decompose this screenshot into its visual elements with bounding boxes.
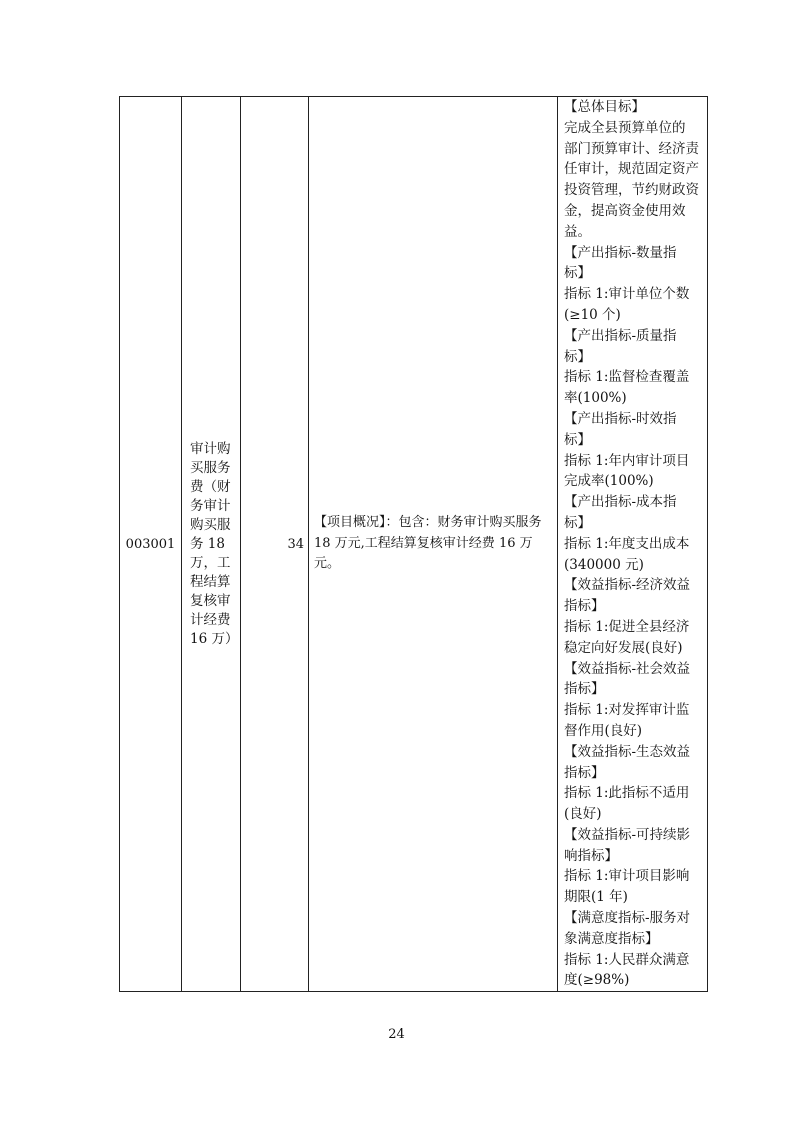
target-line: 稳定向好发展(良好) <box>564 639 683 656</box>
target-line: 金，提高资金使用效 <box>564 202 686 219</box>
target-line: 指标】 <box>564 598 605 615</box>
target-line: 【产出指标-时效指 <box>564 410 677 427</box>
budget-project-table <box>119 96 708 992</box>
target-line: 【产出指标-质量指 <box>564 327 677 344</box>
project-name-line: 复核审 <box>190 592 231 609</box>
target-line: 【产出指标-成本指 <box>564 494 677 511</box>
target-line: 【效益指标-社会效益 <box>564 660 691 677</box>
target-line: 【效益指标-生态效益 <box>564 743 691 760</box>
project-overview <box>309 97 558 992</box>
overview-line: 【项目概况】：包含：财务审计购买服务 <box>314 515 542 531</box>
target-line: 期限(1 年) <box>564 889 628 906</box>
target-line: 响指标】 <box>564 847 618 864</box>
project-name <box>182 97 241 992</box>
project-name-line: 16 万） <box>190 630 239 647</box>
project-code: 003001 <box>120 97 182 992</box>
target-line: 指标】 <box>564 764 605 781</box>
project-name-line: 审计购 <box>190 440 231 457</box>
project-name-line: 计经费 <box>190 611 231 628</box>
target-line: 【效益指标-经济效益 <box>564 577 691 594</box>
target-line: 指标 1:审计单位个数 <box>564 286 690 303</box>
target-line: 指标 1:促进全县经济 <box>564 618 690 635</box>
target-line: 率(100%) <box>564 390 627 407</box>
target-line: 指标 1:年度支出成本 <box>564 535 690 552</box>
target-line: 督作用(良好) <box>564 722 643 739</box>
target-line: 完成全县预算单位的 <box>564 119 686 136</box>
target-line: 指标】 <box>564 681 605 698</box>
project-amount: 34 <box>241 97 309 992</box>
project-name-line: 程结算 <box>190 573 231 590</box>
project-name-line: 买服务 <box>190 459 231 476</box>
target-line: 标】 <box>564 348 591 365</box>
project-name-line: 务 18 <box>190 535 225 552</box>
target-line: 指标 1:监督检查覆盖 <box>564 369 690 386</box>
target-line: 标】 <box>564 514 591 531</box>
target-line: 象满意度指标】 <box>564 930 659 947</box>
target-line: 指标 1:对发挥审计监 <box>564 702 690 719</box>
target-line: 标】 <box>564 431 591 448</box>
target-line: 指标 1:年内审计项目 <box>564 452 690 469</box>
target-line: 指标 1:此指标不适用 <box>564 785 690 802</box>
target-line: 指标 1:审计项目影响 <box>564 868 690 885</box>
target-line: 部门预算审计、经济责 <box>564 140 699 157</box>
target-line: (良好) <box>564 806 602 823</box>
target-line: 益。 <box>564 223 591 240</box>
target-line: 【总体目标】 <box>564 99 645 115</box>
target-line: (340000 元) <box>564 556 644 573</box>
target-line: 【满意度指标-服务对 <box>564 910 691 927</box>
target-line: 完成率(100%) <box>564 473 654 490</box>
target-line: 【产出指标-数量指 <box>564 244 677 261</box>
project-name-line: 务审计 <box>190 497 231 514</box>
target-line: 【效益指标-可持续影 <box>564 826 691 843</box>
project-name-line: 万，工 <box>190 554 231 571</box>
target-line: 指标 1:人民群众满意 <box>564 951 690 968</box>
target-line: 任审计，规范固定资产 <box>564 161 699 178</box>
project-name-line: 费（财 <box>190 478 231 495</box>
target-line: 度(≥98%) <box>564 972 630 989</box>
page-number: 24 <box>388 1027 405 1042</box>
target-line: (≥10 个) <box>564 306 621 323</box>
target-line: 标】 <box>564 265 591 282</box>
overview-line: 18 万元,工程结算复核审计经费 16 万元。 <box>314 535 533 572</box>
project-name-line: 购买服 <box>190 516 231 533</box>
performance-targets <box>558 97 708 992</box>
target-line: 投资管理，节约财政资 <box>564 182 699 199</box>
table-row <box>120 97 708 992</box>
